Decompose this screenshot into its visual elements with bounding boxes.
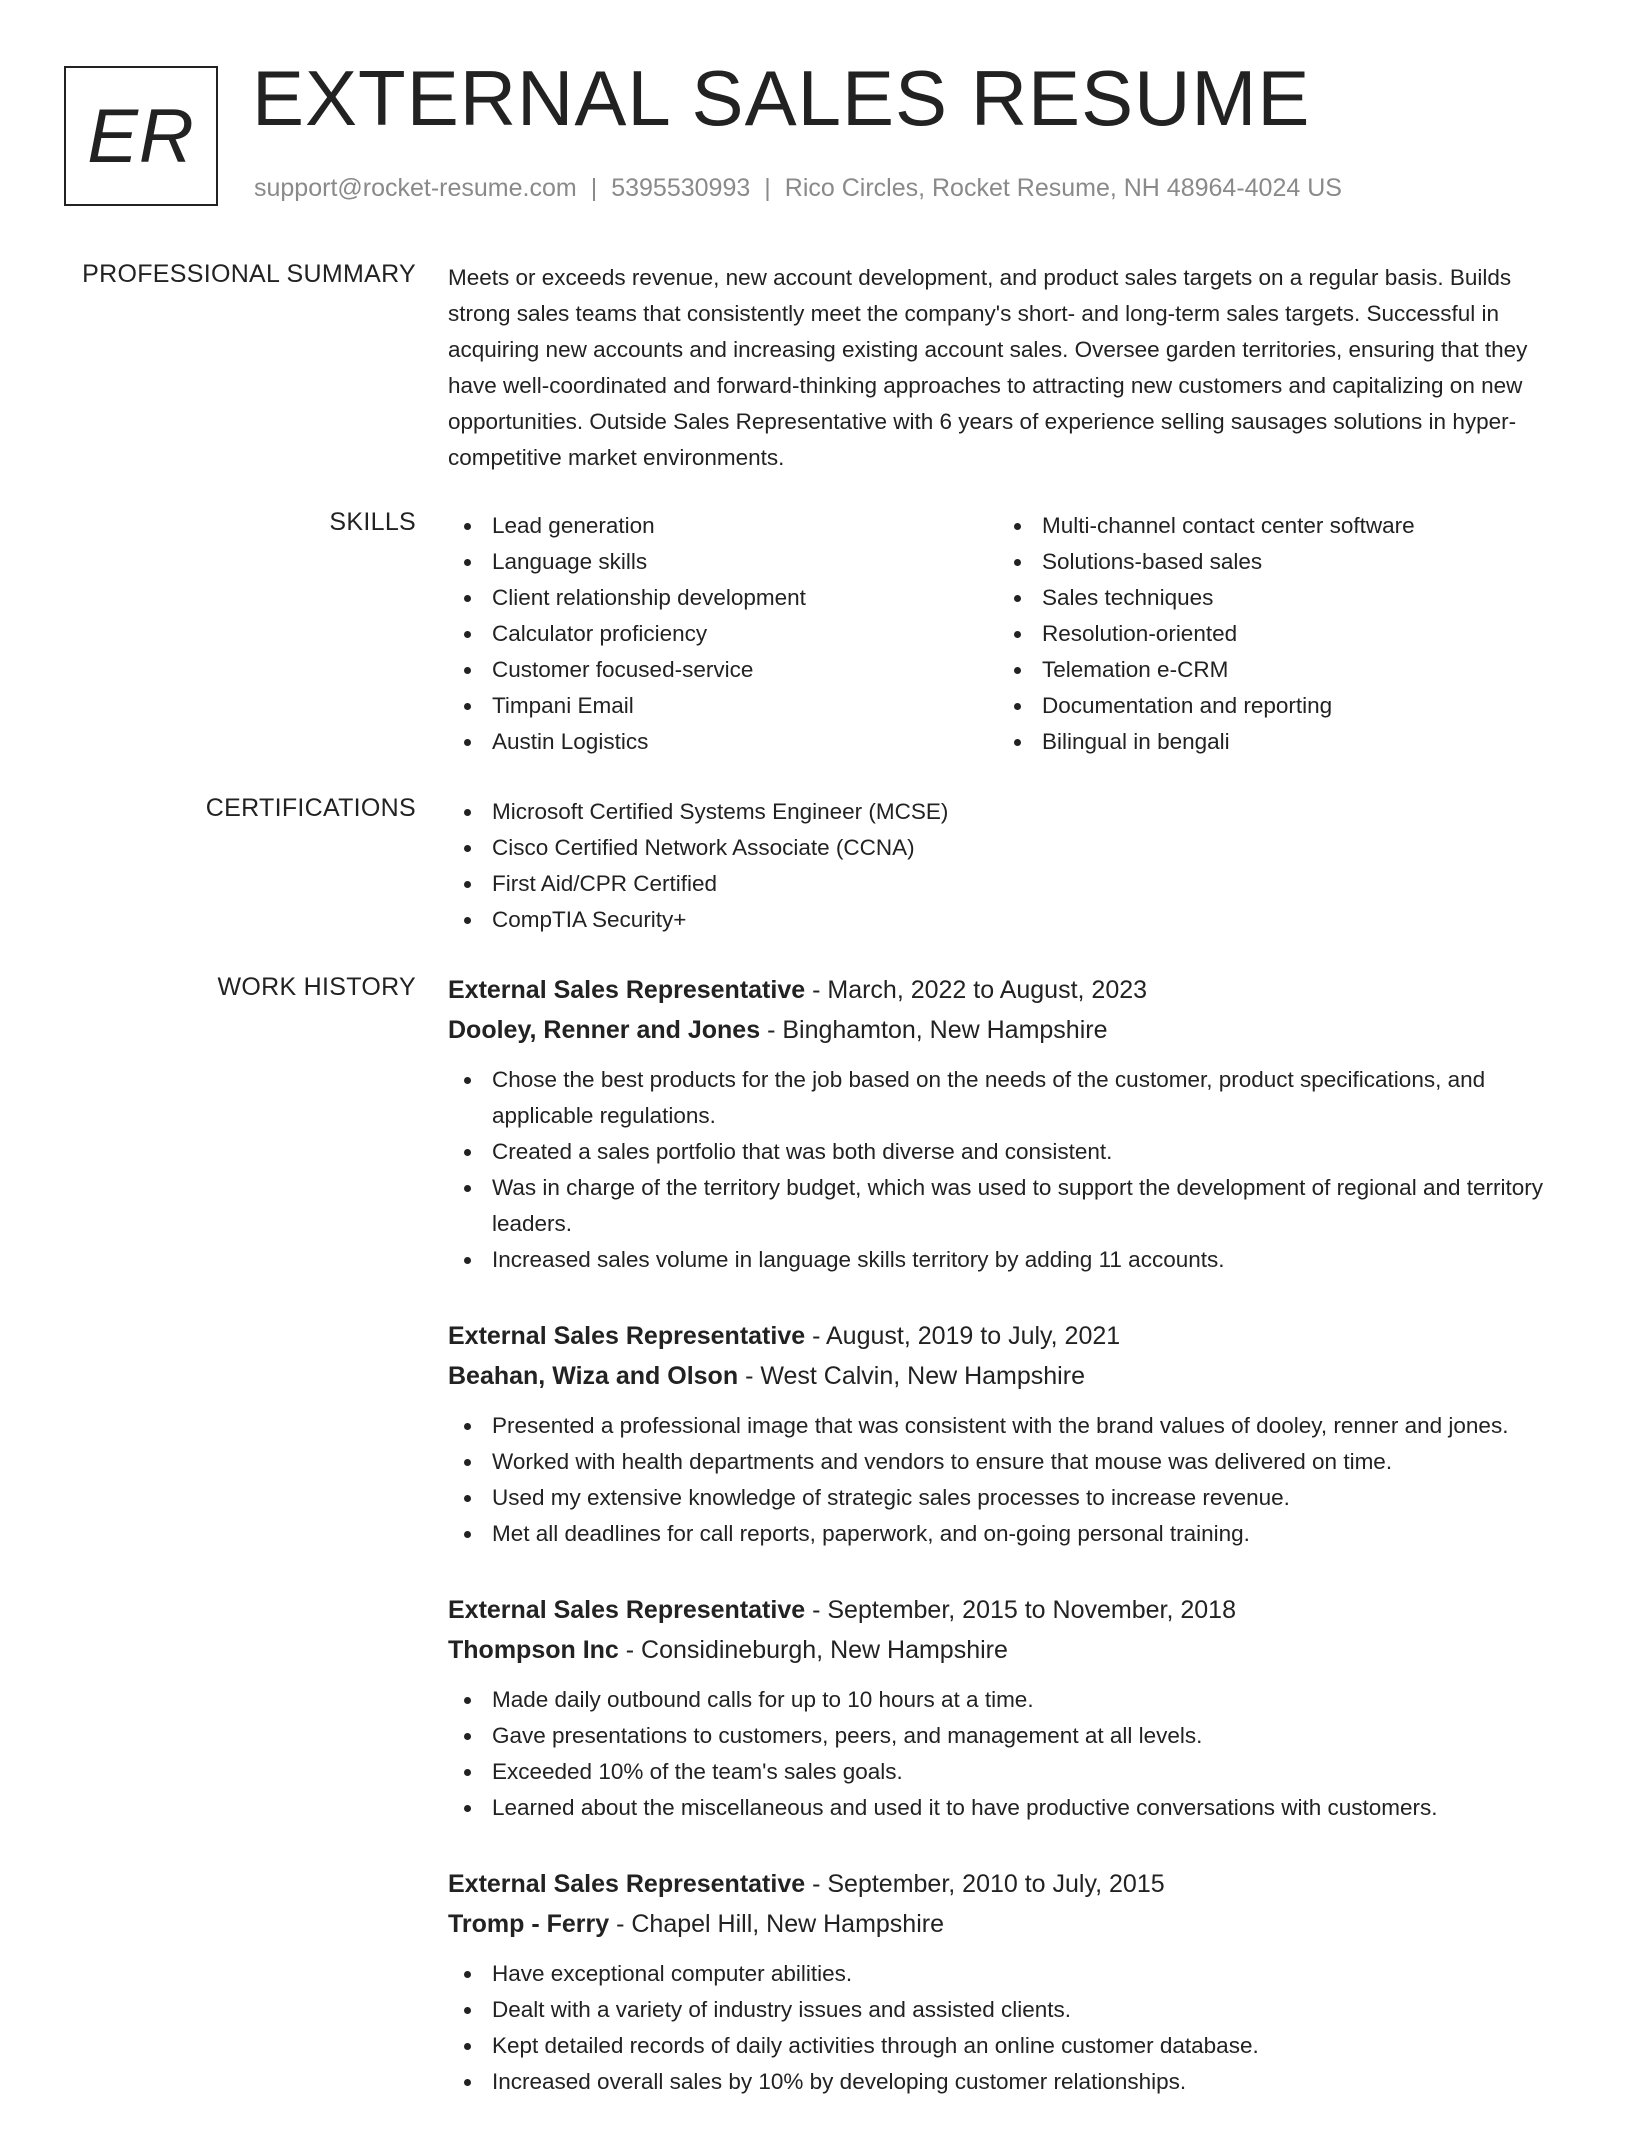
job-company: Beahan, Wiza and Olson bbox=[448, 1362, 739, 1390]
contact-phone: 5395530993 bbox=[611, 174, 751, 202]
contact-address: Rico Circles, Rocket Resume, NH 48964-4024 US bbox=[784, 174, 1342, 202]
job-company: Thompson Inc bbox=[448, 1636, 619, 1664]
job-duties bbox=[448, 1062, 1568, 1278]
monogram-initials: ER bbox=[87, 93, 195, 179]
job-duties bbox=[448, 1408, 1568, 1552]
job-duty: Worked with health departments and vendors to ensure that mouse was delivered on time. bbox=[448, 1444, 1568, 1480]
job-title: External Sales Representative bbox=[448, 976, 806, 1004]
job-duties bbox=[448, 1956, 1568, 2100]
job-entry bbox=[448, 1864, 1568, 2100]
job-dates: - September, 2010 to July, 2015 bbox=[812, 1870, 1165, 1898]
job-dates: - August, 2019 to July, 2021 bbox=[812, 1322, 1121, 1350]
job-dates: - March, 2022 to August, 2023 bbox=[812, 976, 1148, 1004]
job-duty: Dealt with a variety of industry issues and assisted clients. bbox=[448, 1992, 1568, 2028]
skill-item: Customer focused-service bbox=[448, 652, 998, 688]
skill-item: Bilingual in bengali bbox=[998, 724, 1548, 760]
job-company: Tromp - Ferry bbox=[448, 1910, 610, 1938]
job-duty: Presented a professional image that was consistent with the brand values of dooley, renner and jones. bbox=[448, 1408, 1568, 1444]
certification-item: CompTIA Security+ bbox=[448, 902, 1568, 938]
skill-item: Telemation e-CRM bbox=[998, 652, 1548, 688]
job-entry bbox=[448, 1316, 1568, 1552]
job-duty: Gave presentations to customers, peers, and management at all levels. bbox=[448, 1718, 1568, 1754]
job-duty: Made daily outbound calls for up to 10 hours at a time. bbox=[448, 1682, 1568, 1718]
job-duty: Learned about the miscellaneous and used it to have productive conversations with customers. bbox=[448, 1790, 1568, 1826]
job-title: External Sales Representative bbox=[448, 1870, 806, 1898]
job-company-line bbox=[448, 1904, 1568, 1944]
summary-text: Meets or exceeds revenue, new account development, and product sales targets on a regular basis. Builds strong sales teams that consistently meet the company's short- and long-term sales targets. Successful in acquiring new accounts and increasing existing account sales. Oversee garden territories, ensuring that they have well-coordinated and forward-thinking approaches to attracting new customers and capitalizing on new opportunities. Outside Sales Representative with 6 years of experience selling sausages solutions in hyper-competitive market environments. bbox=[448, 265, 1528, 470]
job-title: External Sales Representative bbox=[448, 1596, 806, 1624]
skill-item: Language skills bbox=[448, 544, 998, 580]
monogram-box bbox=[64, 66, 218, 206]
job-duty: Increased sales volume in language skills territory by adding 11 accounts. bbox=[448, 1242, 1568, 1278]
job-company-line bbox=[448, 1356, 1568, 1396]
certification-item: Microsoft Certified Systems Engineer (MCSE) bbox=[448, 794, 1568, 830]
job-title-line bbox=[448, 1590, 1568, 1630]
job-company-line bbox=[448, 1630, 1568, 1670]
job-duty: Kept detailed records of daily activities through an online customer database. bbox=[448, 2028, 1568, 2064]
summary-heading: PROFESSIONAL SUMMARY bbox=[82, 260, 416, 288]
contact-line bbox=[254, 174, 1342, 203]
contact-email: support@rocket-resume.com bbox=[254, 174, 577, 202]
job-entry bbox=[448, 1590, 1568, 1826]
job-company: Dooley, Renner and Jones bbox=[448, 1016, 761, 1044]
skills-list-left bbox=[448, 508, 998, 760]
job-title-line bbox=[448, 970, 1568, 1010]
skill-item: Lead generation bbox=[448, 508, 998, 544]
certifications-list bbox=[448, 794, 1568, 938]
skill-item: Timpani Email bbox=[448, 688, 998, 724]
job-location: - West Calvin, New Hampshire bbox=[745, 1362, 1085, 1390]
job-duty: Was in charge of the territory budget, which was used to support the development of regional and territory leaders. bbox=[448, 1170, 1568, 1242]
skill-item: Sales techniques bbox=[998, 580, 1548, 616]
skill-item: Austin Logistics bbox=[448, 724, 998, 760]
job-title-line bbox=[448, 1316, 1568, 1356]
skill-item: Solutions-based sales bbox=[998, 544, 1548, 580]
job-duty: Chose the best products for the job based on the needs of the customer, product specifications, and applicable regulations. bbox=[448, 1062, 1568, 1134]
job-duty: Created a sales portfolio that was both diverse and consistent. bbox=[448, 1134, 1568, 1170]
job-dates: - September, 2015 to November, 2018 bbox=[812, 1596, 1236, 1624]
skill-item: Client relationship development bbox=[448, 580, 998, 616]
job-location: - Binghamton, New Hampshire bbox=[767, 1016, 1108, 1044]
skill-item: Calculator proficiency bbox=[448, 616, 998, 652]
job-duty: Have exceptional computer abilities. bbox=[448, 1956, 1568, 1992]
skills-list-right bbox=[998, 508, 1548, 760]
skills-heading: SKILLS bbox=[329, 508, 416, 536]
skill-item: Resolution-oriented bbox=[998, 616, 1548, 652]
job-duty: Used my extensive knowledge of strategic sales processes to increase revenue. bbox=[448, 1480, 1568, 1516]
job-company-line bbox=[448, 1010, 1568, 1050]
skill-item: Documentation and reporting bbox=[998, 688, 1548, 724]
resume-title: EXTERNAL SALES RESUME bbox=[252, 54, 1311, 142]
job-duties bbox=[448, 1682, 1568, 1826]
job-duty: Met all deadlines for call reports, paperwork, and on-going personal training. bbox=[448, 1516, 1568, 1552]
job-duty: Increased overall sales by 10% by developing customer relationships. bbox=[448, 2064, 1568, 2100]
job-location: - Considineburgh, New Hampshire bbox=[625, 1636, 1008, 1664]
job-duty: Exceeded 10% of the team's sales goals. bbox=[448, 1754, 1568, 1790]
skill-item: Multi-channel contact center software bbox=[998, 508, 1548, 544]
contact-separator: | bbox=[764, 174, 771, 202]
job-entry bbox=[448, 970, 1568, 1278]
certification-item: First Aid/CPR Certified bbox=[448, 866, 1568, 902]
job-title: External Sales Representative bbox=[448, 1322, 806, 1350]
job-location: - Chapel Hill, New Hampshire bbox=[616, 1910, 944, 1938]
contact-separator: | bbox=[590, 174, 598, 202]
job-title-line bbox=[448, 1864, 1568, 1904]
certifications-heading: CERTIFICATIONS bbox=[205, 794, 416, 822]
work-history-heading: WORK HISTORY bbox=[217, 973, 416, 1001]
certification-item: Cisco Certified Network Associate (CCNA) bbox=[448, 830, 1568, 866]
